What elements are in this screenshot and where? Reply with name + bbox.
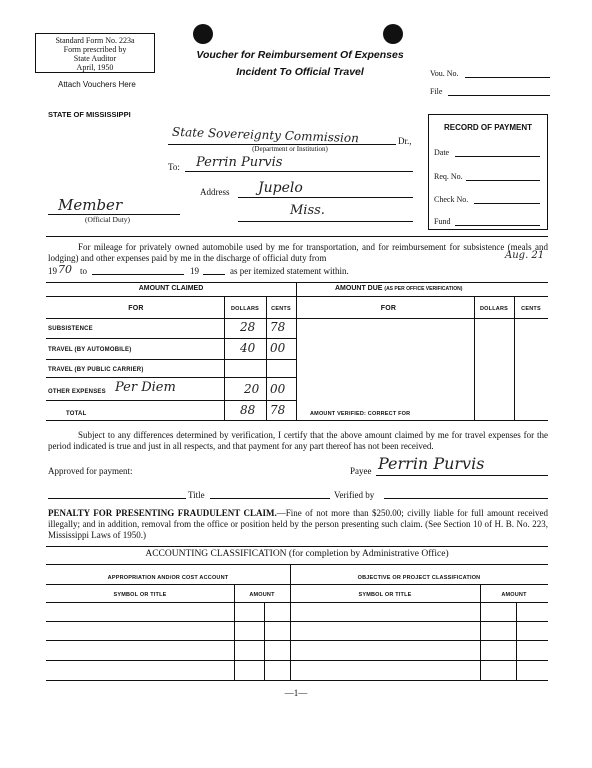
year-digit-handwritten: 70 [58,263,72,276]
accounting-mid-divider [290,564,291,680]
accounting-col-left-amount-cents [264,602,265,680]
claim-table-bottom [46,420,548,421]
accounting-col-right-amount-cents [516,602,517,680]
dollars-header-right: DOLLARS [480,306,508,312]
accounting-col-left-amount [234,584,235,680]
for-header-left: FOR [128,305,144,312]
cents-header-right: CENTS [521,306,541,312]
amount-header-left: AMOUNT [249,592,275,598]
amount-due-note: (AS PER OFFICE VERIFICATION) [384,286,463,292]
address-label: Address [200,187,230,197]
amount-due-label: AMOUNT DUE [335,285,383,292]
amount-due-header [335,285,462,292]
claim-table-top [46,282,548,283]
dollars-header-left: DOLLARS [231,306,259,312]
row-other-cents: 00 [270,382,286,396]
punch-hole-left [193,24,213,44]
to-date-line [92,274,184,275]
accounting-heading: ACCOUNTING CLASSIFICATION (for completion by Administrative Office) [145,549,449,559]
official-duty-caption: (Official Duty) [85,215,131,224]
payee-name-handwritten: Perrin Purvis [196,155,283,170]
row-auto-label: TRAVEL (BY AUTOMOBILE) [48,347,132,353]
form-number-line1: Standard Form No. 223a [55,36,135,45]
address-line-2 [238,221,413,222]
accounting-row-1 [46,621,548,622]
department-caption: (Department or Institution) [252,145,328,153]
address-state-handwritten: Miss. [290,203,325,218]
accounting-subhead-line [46,584,548,585]
rop-fund-line [455,225,540,226]
row-subsistence-cents: 78 [270,320,286,334]
title-line [210,498,330,499]
symbol-header-left: SYMBOL OR TITLE [113,592,167,598]
date-from-handwritten: Aug. 21 [505,250,545,261]
certify-paragraph [48,430,548,452]
to-date-label: to [80,266,88,276]
address-line-1 [238,197,413,198]
claim-col-divider-2 [266,296,267,420]
accounting-head-line [46,602,548,603]
form-number-line2: Form prescribed by [63,45,127,54]
year2-label: 19 [190,266,199,276]
row-carrier-label: TRAVEL (BY PUBLIC CARRIER) [48,367,144,373]
row-auto-cents: 00 [270,341,286,355]
row-other-desc: Per Diem [115,380,176,395]
divider-top [46,236,548,237]
accounting-bottom [46,680,548,681]
amount-verified-label: AMOUNT VERIFIED: CORRECT FOR [310,411,411,417]
page-number: —1— [284,688,308,698]
row-total-dollars: 88 [240,403,256,417]
row-total-label: TOTAL [66,411,87,417]
form-title-line2: Incident To Official Travel [236,66,364,78]
penalty-heading: PENALTY FOR PRESENTING FRAUDULENT CLAIM. [48,508,277,518]
penalty-paragraph [48,508,548,541]
claim-col-divider-3 [474,296,475,420]
amount-header-right: AMOUNT [501,592,527,598]
verified-by-label: Verified by [334,490,375,500]
address-city-handwritten: Jupelo [258,180,303,196]
department-handwritten: State Sovereignty Commission [171,124,360,146]
row-other-dollars: 20 [244,382,260,396]
form-number-line3: State Auditor [73,54,117,63]
claim-col-divider-4 [514,296,515,420]
record-of-payment-title: RECORD OF PAYMENT [443,123,532,132]
objective-header: OBJECTIVE OR PROJECT CLASSIFICATION [357,575,481,581]
rop-req-line [466,180,540,181]
accounting-head-bottom [46,564,548,565]
form-number-box [35,33,155,73]
row-subsistence-label: SUBSISTENCE [48,326,93,332]
payee-signature: Perrin Purvis [378,454,485,473]
verified-by-line [384,498,548,499]
to-line [185,171,413,172]
row-subsistence-dollars: 28 [240,320,256,334]
for-header-right: FOR [380,305,397,312]
file-line [448,95,550,96]
attach-vouchers-label: Attach Vouchers Here [58,80,136,89]
row-auto-dollars: 40 [240,341,256,355]
amount-claimed-header: AMOUNT CLAIMED [138,285,204,292]
form-number-line4: April, 1950 [76,63,114,72]
mileage-text: For mileage for privately owned automobile used by me for transportation, and for reimbursement for subsistence (meals and lodging) and other expenses paid by me in the discharge of official duty from [48,242,548,263]
vou-no-label: Vou. No. [430,69,459,78]
penalty-text: —Fine of not more than $250.00; civilly liable for full amount received illegally; and in addition, removal from the office or position held by the person presenting such claim. (See Section 10 of H. B. No. 223, Mississippi Laws of 1950.) [48,508,548,540]
title-label: Title [188,490,205,500]
row-other-label: OTHER EXPENSES [48,389,106,395]
state-label: STATE OF MISSISSIPPI [48,110,131,119]
payee-label: Payee [350,466,372,476]
row-total-cents: 78 [270,403,286,417]
to-label: To: [168,162,180,172]
approved-label: Approved for payment: [48,466,133,476]
rop-check-line [474,203,540,204]
claim-table-head-bottom [46,318,548,319]
punch-hole-right [383,24,403,44]
rop-date-line [455,156,540,157]
approved-signature-line [48,498,186,499]
accounting-row-3 [46,660,548,661]
accounting-top [46,546,548,547]
vou-no-line [465,77,550,78]
row-subsistence-line [46,338,296,339]
form-title-line1: Voucher for Reimbursement Of Expenses [196,49,404,61]
year-prefix: 19 [48,266,57,276]
claim-col-divider-1 [224,296,225,420]
payee-line [376,475,548,476]
dr-label: Dr., [398,136,412,146]
row-carrier-line [46,377,296,378]
rop-check-label: Check No. [434,195,469,204]
rop-date-label: Date [434,148,450,157]
symbol-header-right: SYMBOL OR TITLE [358,592,412,598]
accounting-row-2 [46,640,548,641]
accounting-col-right-amount [480,584,481,680]
cents-header-left: CENTS [271,306,291,312]
appropriation-header: APPROPRIATION AND/OR COST ACCOUNT [107,575,229,581]
mileage-tail: as per itemized statement within. [230,266,349,276]
rop-fund-label: Fund [434,217,451,226]
certify-text: Subject to any differences determined by verification, I certify that the above amount claimed by me for travel expenses for the period indicated is true and just in all respects, and that payment for any part thereof has not been received. [48,430,548,451]
row-auto-line [46,359,296,360]
official-duty-handwritten: Member [58,196,123,214]
file-label: File [430,87,443,96]
year2-line [203,274,225,275]
mileage-paragraph [48,242,548,264]
rop-req-label: Req. No. [434,172,463,181]
claim-mid-divider [296,282,297,420]
row-other-line [46,400,296,401]
claim-table-subhead-top [46,296,548,297]
